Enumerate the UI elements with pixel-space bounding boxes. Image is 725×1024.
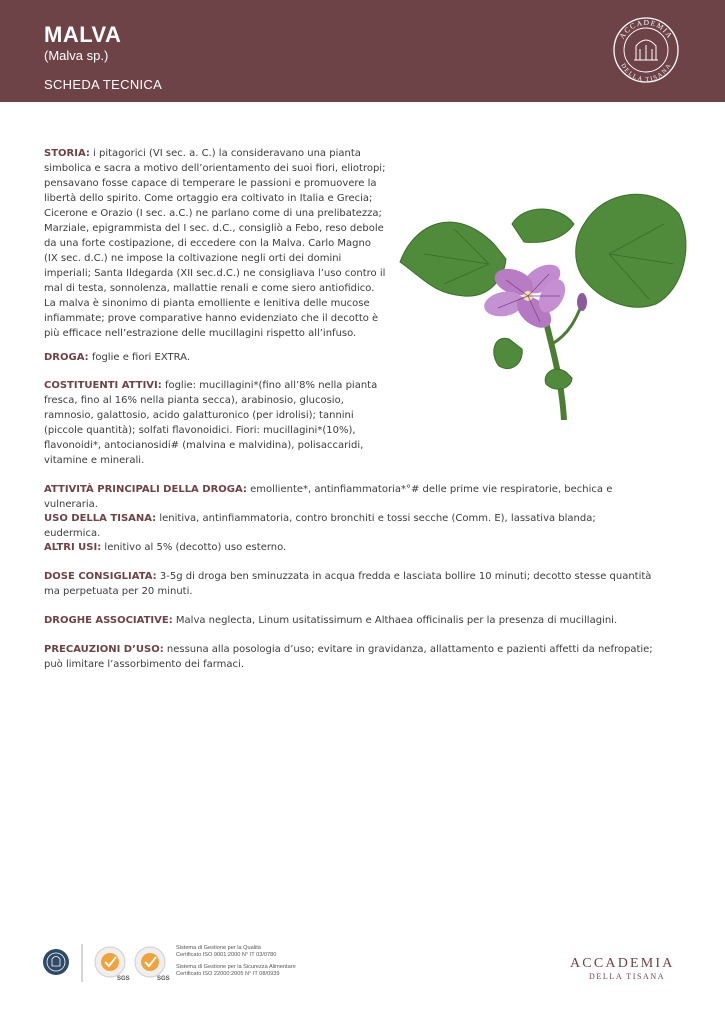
section-storia [44,146,386,341]
section-costituenti-attivi [44,378,386,468]
sgs-label: SGS [157,976,170,982]
botanical-name: (Malva sp.) [44,48,109,63]
cert-safety [176,964,296,978]
section-label: ALTRI USI: [44,542,102,553]
section-label: DROGHE ASSOCIATIVE: [44,615,173,626]
section-text: i pitagorici (VI sec. a. C.) la consideravano una pianta simbolica e sacra a motivo dell’orientamento dei suoi fiori, eliotropi; pensavano fosse capace di temperare le passioni e promuovere la libertà dello spirito. Come ortaggio era coltivato in Italia e Grecia; Cicerone e Orazio (I sec. a.C.) ne parlano come di una prelibatezza; Marziale, epigrammista del I sec. d.C., consigliò a Febo, reso debole da una forte costipazione, di eccedere con la Malva. Carlo Magno (IX sec. d.C.) ne impose la coltivazione negli orti dei domini imperiali; Santa Ildegarda (XII sec.d.C.) ne consigliava l’uso contro il mal di testa, sonnolenza, mallattie renali e come siero antiofidico. La malva è sinonimo di pianta emolliente e lenitiva delle mucose infiammate; prove comparative hanno evidenziato che il decotto è più efficace nell’estrazione delle mucillagini rispetto all’infuso. [44,148,386,339]
svg-text:DELLA TISANA [619,62,672,83]
section-dose-consigliata [44,569,654,599]
brand-tagline: DELLA TISANA [589,972,666,981]
seal-emblem-icon [634,40,658,60]
section-text: nessuna alla posologia d’uso; evitare in gravidanza, allattamento e pazienti affetti da nefropatie; può limitare l’assorbimento dei farmaci. [44,644,653,670]
sgs-quality-badge-icon [95,947,130,982]
section-uso-tisana [44,511,654,541]
section-text: Malva neglecta, Linum usitatissimum e Althaea officinalis per la presenza di mucillagini. [172,615,618,626]
section-text: foglie: mucillagini*(fino all’8% nella pianta fresca, fino al 16% nella pianta secca), arabinosio, glucosio, ramnosio, galattosio, acido galatturonico (per idrolisi); tannini (piccole quantità); solfati flavonoidici. Fiori: mucillagini*(10%), flavonoidi*, antocianosidi# (malvina e malvidina), polisaccaridi, vitamine e minerali. [44,380,378,466]
section-label: STORIA: [44,148,90,159]
section-text: lenitiva, antinfiammatoria, contro bronchiti e tossi secche (Comm. E), lassativa blanda; eudermica. [44,513,596,539]
section-text: 3-5g di droga ben sminuzzata in acqua fredda e lasciata bollire 10 minuti; decotto stesse quantità ma perpetuata per 20 minuti. [44,571,652,597]
section-droghe-associative [44,613,654,628]
section-text: emolliente*, antinfiammatoria*°# delle prime vie respiratorie, bechica e vulneraria. [44,484,613,510]
brand-wordmark: ACCADEMIA [570,956,675,971]
section-label: DOSE CONSIGLIATA: [44,571,157,582]
sgs-label: SGS [117,976,130,982]
header-band [0,0,725,102]
cert-safety-title: Sistema di Gestione per la Sicurezza Alimentare [176,964,296,970]
section-label: ATTIVITÀ PRINCIPALI DELLA DROGA: [44,484,247,495]
section-precauzioni [44,642,654,672]
section-text: lenitivo al 5% (decotto) uso esterno. [101,542,287,553]
section-droga [44,350,386,365]
section-altri-usi [44,540,654,555]
accademia-seal-logo [612,16,680,84]
page-title: MALVA [44,22,122,47]
sgs-safety-badge-icon [135,947,170,982]
accademia-badge-icon [43,949,69,975]
seal-text-top: ACCADEMIA [617,17,675,41]
section-attivita-principali [44,482,654,512]
cert-quality-title: Sistema di Gestione per la Qualità [176,945,261,951]
section-label: COSTITUENTI ATTIVI: [44,380,162,391]
section-label: PRECAUZIONI D’USO: [44,644,164,655]
section-label: USO DELLA TISANA: [44,513,157,524]
section-label: DROGA: [44,352,89,363]
malva-plant-illustration [394,184,694,420]
seal-text-bottom: DELLA TISANA [619,62,673,84]
sheet-label: SCHEDA TECNICA [44,77,163,92]
bud-icon [577,293,587,311]
cert-safety-code: Certificato ISO 22000:2005 N° IT 08/0939 [176,971,280,977]
cert-quality-code: Certificato ISO 9001:2000 N° IT 03/0780 [176,952,277,958]
cert-quality [176,945,276,959]
svg-text:ACCADEMIA [617,18,674,40]
section-text: foglie e fiori EXTRA. [88,352,190,363]
